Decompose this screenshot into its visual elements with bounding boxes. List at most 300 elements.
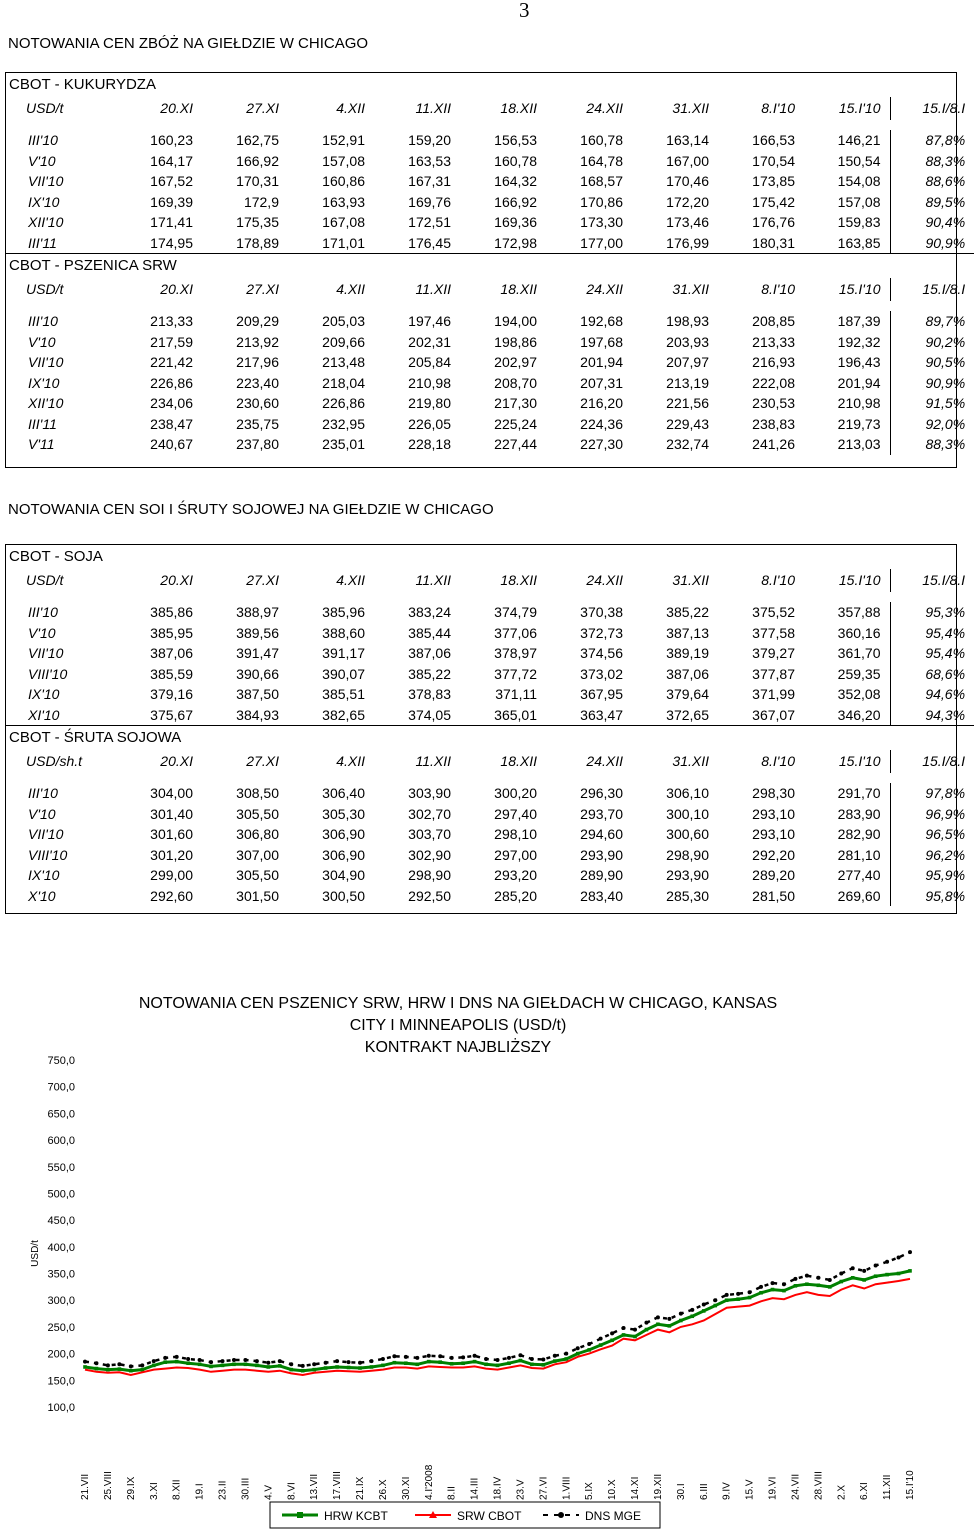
series-point (255, 1364, 259, 1368)
column-header: 24.XII (586, 100, 623, 116)
table-row (6, 151, 974, 172)
series-point (163, 1356, 167, 1360)
y-tick-label: 150,0 (47, 1375, 75, 1388)
price-cell: 281,50 (752, 887, 795, 904)
series-point (759, 1285, 763, 1289)
price-cell: 159,83 (837, 214, 881, 230)
series-point (370, 1365, 374, 1369)
series-point (782, 1282, 786, 1286)
price-cell: 283,90 (837, 805, 881, 822)
series-point (839, 1280, 843, 1284)
series-point (736, 1292, 740, 1296)
price-cell: 375,52 (752, 604, 795, 620)
ratio-cell: 96,5% (890, 824, 974, 845)
y-tick-label: 400,0 (47, 1241, 75, 1254)
y-tick-label: 700,0 (47, 1081, 75, 1094)
price-cell: 221,56 (666, 395, 709, 411)
price-cell: 385,59 (150, 665, 193, 682)
price-cell: 387,06 (150, 645, 193, 661)
price-cell: 203,93 (666, 333, 709, 350)
price-cell: 222,08 (752, 374, 795, 391)
price-cell: 302,70 (408, 805, 451, 822)
x-tick-label: 10.X (607, 1479, 619, 1500)
series-point (541, 1357, 545, 1361)
series-point (484, 1357, 488, 1361)
price-cell: 371,11 (495, 686, 537, 702)
x-tick-label: 15.I'10 (905, 1470, 916, 1500)
series-point (301, 1364, 305, 1368)
price-cell: 388,60 (322, 624, 365, 641)
series-point (828, 1278, 832, 1282)
price-cell: 293,10 (752, 826, 795, 842)
price-cell: 390,66 (236, 665, 279, 682)
series-point (198, 1358, 202, 1362)
x-tick-label: 11.XII (882, 1474, 894, 1500)
price-cell: 303,70 (408, 826, 451, 842)
price-cell: 230,53 (752, 395, 795, 411)
price-cell: 213,92 (236, 333, 279, 350)
table-row (6, 664, 974, 685)
price-cell: 377,72 (494, 665, 537, 682)
price-cell: 296,30 (580, 785, 623, 801)
price-cell: 291,70 (837, 785, 881, 801)
column-header: 27.XI (246, 100, 279, 116)
series-point (255, 1359, 259, 1363)
contract-label: III'10 (28, 132, 58, 148)
series-point (771, 1288, 775, 1292)
column-header: 20.XI (160, 572, 193, 588)
price-cell: 387,13 (666, 624, 709, 641)
price-cell: 213,33 (752, 333, 795, 350)
price-cell: 218,04 (322, 374, 365, 391)
series-point (152, 1359, 156, 1363)
series-point (897, 1272, 901, 1276)
price-cell: 172,51 (408, 214, 451, 230)
price-cell: 209,29 (236, 313, 279, 329)
price-cell: 300,20 (494, 785, 537, 801)
series-line (85, 1252, 910, 1366)
price-cell: 166,92 (494, 193, 537, 210)
table-row (6, 212, 974, 233)
x-tick-label: 19.I (194, 1483, 206, 1500)
column-header: 15.I/8.I (890, 569, 974, 592)
price-cell: 163,14 (666, 132, 709, 148)
price-cell: 170,86 (580, 193, 623, 210)
ratio-cell: 88,6% (890, 171, 974, 192)
price-cell: 298,90 (408, 867, 451, 883)
x-tick-label: 30.XI (400, 1476, 412, 1500)
price-cell: 385,95 (150, 624, 193, 641)
price-cell: 374,56 (580, 645, 623, 661)
series-point (392, 1354, 396, 1358)
price-cell: 160,23 (150, 132, 193, 148)
grains-price-table (5, 72, 966, 468)
series-point (324, 1361, 328, 1365)
x-tick-label: 4.I'2008 (423, 1464, 435, 1500)
price-cell: 208,85 (752, 313, 795, 329)
price-cell: 230,60 (236, 395, 279, 411)
table-row (6, 311, 974, 332)
chart-title-line: KONTRAKT NAJBLIŻSZY (364, 1039, 552, 1056)
series-point (679, 1312, 683, 1316)
series-point (484, 1362, 488, 1366)
contract-label: III'11 (28, 415, 57, 432)
price-cell: 294,60 (580, 826, 623, 842)
price-cell: 379,27 (752, 645, 795, 661)
price-cell: 175,35 (236, 214, 279, 230)
series-point (152, 1364, 156, 1368)
ratio-cell: 87,8% (890, 130, 974, 151)
price-cell: 170,31 (236, 173, 279, 189)
table-row (6, 352, 974, 373)
price-cell: 293,90 (666, 867, 709, 883)
price-cell: 367,07 (752, 706, 795, 723)
price-cell: 207,97 (666, 354, 709, 370)
series-point (438, 1354, 442, 1358)
price-cell: 372,73 (580, 624, 623, 641)
column-header: 11.XII (415, 100, 451, 116)
table-row (6, 845, 974, 866)
price-cell: 385,22 (666, 604, 709, 620)
price-cell: 378,97 (494, 645, 537, 661)
price-cell: 213,03 (837, 436, 881, 452)
chart-title-line: NOTOWANIA CEN PSZENICY SRW, HRW I DNS NA GIEŁDACH W CHICAGO, KANSAS (138, 995, 778, 1012)
price-cell: 389,56 (236, 624, 279, 641)
series-point (564, 1357, 568, 1361)
price-cell: 197,68 (580, 333, 623, 350)
series-point (289, 1368, 293, 1372)
series-point (576, 1352, 580, 1356)
y-tick-label: 350,0 (47, 1268, 75, 1281)
table-header-row (6, 97, 974, 120)
price-cell: 269,60 (837, 887, 881, 904)
series-point (805, 1282, 809, 1286)
ratio-cell: 91,5% (890, 393, 974, 414)
ratio-cell: 88,3% (890, 434, 974, 455)
x-tick-label: 23.II (217, 1480, 229, 1500)
price-cell: 383,24 (408, 604, 451, 620)
table-header-row (6, 569, 974, 592)
series-point (908, 1250, 912, 1254)
price-cell: 298,90 (666, 846, 709, 863)
price-cell: 232,74 (666, 436, 709, 452)
series-point (186, 1357, 190, 1361)
column-header: 31.XII (672, 572, 709, 588)
price-cell: 167,52 (150, 173, 193, 189)
y-tick-label: 300,0 (47, 1295, 75, 1308)
contract-label: VII'10 (28, 354, 64, 370)
price-cell: 293,90 (580, 846, 623, 863)
price-cell: 173,30 (580, 214, 623, 230)
price-cell: 224,36 (580, 415, 623, 432)
series-point (335, 1365, 339, 1369)
series-line (85, 1271, 910, 1371)
series-point (221, 1359, 225, 1363)
price-cell: 213,48 (322, 354, 365, 370)
price-cell: 385,96 (322, 604, 365, 620)
series-point (633, 1335, 637, 1339)
series-point (897, 1256, 901, 1260)
price-cell: 346,20 (837, 706, 881, 723)
column-header: 15.I'10 (838, 100, 881, 116)
contract-label: III'10 (28, 604, 58, 620)
y-tick-label: 650,0 (47, 1108, 75, 1121)
section-heading-grains: NOTOWANIA CEN ZBÓŻ NA GIEŁDZIE W CHICAGO (8, 35, 369, 52)
contract-label: III'10 (28, 313, 58, 329)
price-cell: 163,85 (837, 234, 881, 251)
series-point (175, 1360, 179, 1364)
price-cell: 379,16 (150, 686, 193, 702)
price-cell: 387,06 (666, 665, 709, 682)
price-cell: 228,18 (408, 436, 451, 452)
series-point (713, 1298, 717, 1302)
series-point (335, 1359, 339, 1363)
price-cell: 385,51 (322, 686, 365, 702)
price-cell: 241,26 (752, 436, 795, 452)
price-cell: 385,22 (408, 665, 451, 682)
price-cell: 169,36 (494, 214, 537, 230)
y-tick-label: 200,0 (47, 1348, 75, 1361)
price-cell: 217,30 (494, 395, 537, 411)
price-cell: 163,93 (322, 193, 365, 210)
price-cell: 235,01 (322, 436, 365, 452)
price-cell: 385,86 (150, 604, 193, 620)
series-point (656, 1322, 660, 1326)
series-point (530, 1362, 534, 1366)
series-point (667, 1317, 671, 1321)
price-cell: 382,65 (322, 706, 365, 723)
contract-label: V'11 (28, 436, 55, 452)
price-cell: 217,96 (236, 354, 279, 370)
chart-title-line: CITY I MINNEAPOLIS (USD/t) (349, 1017, 567, 1034)
column-header: 15.I'10 (838, 572, 881, 588)
price-cell: 363,47 (580, 706, 623, 723)
series-point (312, 1368, 316, 1372)
series-point (679, 1319, 683, 1323)
series-point (748, 1296, 752, 1300)
x-tick-label: 18.IV (492, 1476, 504, 1500)
price-cell: 172,20 (666, 193, 709, 210)
series-point (129, 1369, 133, 1373)
contract-label: VII'10 (28, 826, 64, 842)
price-cell: 371,99 (752, 686, 795, 702)
price-cell: 169,39 (150, 193, 193, 210)
series-point (415, 1356, 419, 1360)
price-cell: 377,87 (752, 665, 795, 682)
column-header: 15.I/8.I (890, 750, 974, 773)
price-cell: 365,01 (494, 706, 537, 723)
legend-marker (558, 1512, 564, 1518)
price-cell: 152,91 (322, 132, 365, 148)
series-point (518, 1353, 522, 1357)
chart-legend (270, 1502, 660, 1528)
price-cell: 223,40 (236, 374, 279, 391)
series-point (415, 1362, 419, 1366)
series-point (461, 1361, 465, 1365)
soy-price-table (5, 544, 966, 914)
column-header: 20.XI (160, 753, 193, 769)
price-cell: 232,95 (322, 415, 365, 432)
series-point (198, 1362, 202, 1366)
price-cell: 240,67 (150, 436, 193, 452)
series-point (267, 1365, 271, 1369)
series-point (851, 1276, 855, 1280)
ratio-cell: 97,8% (890, 783, 974, 804)
series-point (473, 1354, 477, 1358)
table-row (6, 623, 974, 644)
price-cell: 172,9 (243, 193, 279, 210)
price-cell: 226,86 (322, 395, 365, 411)
price-cell: 169,76 (408, 193, 451, 210)
series-point (312, 1362, 316, 1366)
price-cell: 167,08 (322, 214, 365, 230)
price-cell: 234,06 (150, 395, 193, 411)
column-header: 8.I'10 (761, 753, 795, 769)
series-point (129, 1364, 133, 1368)
unit-header: USD/t (26, 100, 64, 116)
series-point (232, 1358, 236, 1362)
series-point (553, 1354, 557, 1358)
price-cell: 378,83 (408, 686, 451, 702)
price-cell: 301,20 (150, 846, 193, 863)
contract-label: VII'10 (28, 645, 64, 661)
price-cell: 213,19 (666, 374, 709, 391)
price-cell: 175,42 (752, 193, 795, 210)
price-cell: 282,90 (837, 826, 881, 842)
series-point (690, 1308, 694, 1312)
series-point (358, 1366, 362, 1370)
series-point (748, 1290, 752, 1294)
price-cell: 201,94 (580, 354, 623, 370)
price-cell: 374,79 (494, 604, 537, 620)
column-header: 4.XII (336, 100, 365, 116)
price-cell: 360,16 (837, 624, 881, 641)
series-point (381, 1357, 385, 1361)
price-cell: 352,08 (837, 686, 881, 702)
series-point (530, 1357, 534, 1361)
price-cell: 157,08 (837, 193, 881, 210)
series-point (301, 1369, 305, 1373)
series-point (404, 1355, 408, 1359)
table-row (6, 233, 974, 254)
price-cell: 367,95 (580, 686, 623, 702)
price-cell: 192,32 (837, 333, 881, 350)
x-tick-label: 14.III (469, 1477, 481, 1500)
price-cell: 167,00 (666, 152, 709, 169)
table-header-row (6, 278, 974, 301)
series-point (94, 1361, 98, 1365)
price-cell: 180,31 (752, 234, 795, 251)
price-cell: 259,35 (837, 665, 881, 682)
column-header: 27.XI (246, 572, 279, 588)
y-axis-label: USD/t (30, 1240, 41, 1267)
price-cell: 374,05 (408, 706, 451, 723)
price-cell: 202,97 (494, 354, 537, 370)
x-tick-label: 28.VIII (813, 1471, 825, 1500)
column-header: 11.XII (415, 281, 451, 297)
price-cell: 192,68 (580, 313, 623, 329)
column-header: 18.XII (500, 281, 537, 297)
section-heading-soy: NOTOWANIA CEN SOI I ŚRUTY SOJOWEJ NA GIEŁDZIE W CHICAGO (8, 501, 494, 518)
table-header-row (6, 750, 974, 773)
series-point (587, 1348, 591, 1352)
price-cell: 210,98 (408, 374, 451, 391)
series-point (243, 1358, 247, 1362)
ratio-cell: 94,6% (890, 684, 974, 705)
series-point (828, 1285, 832, 1289)
ratio-cell: 68,6% (890, 664, 974, 685)
column-header: 20.XI (160, 281, 193, 297)
series-point (908, 1269, 912, 1273)
y-tick-label: 250,0 (47, 1321, 75, 1334)
price-cell: 377,06 (494, 624, 537, 641)
series-point (163, 1360, 167, 1364)
column-header: 24.XII (586, 281, 623, 297)
series-point (576, 1346, 580, 1350)
series-point (117, 1362, 121, 1366)
contract-label: V'10 (28, 333, 56, 350)
x-tick-label: 25.VIII (102, 1471, 114, 1500)
price-cell: 285,20 (494, 887, 537, 904)
table-row (6, 434, 974, 455)
price-cell: 301,50 (236, 887, 279, 904)
price-cell: 216,93 (752, 354, 795, 370)
column-header: 20.XI (160, 100, 193, 116)
price-cell: 391,17 (322, 645, 365, 661)
series-point (839, 1272, 843, 1276)
series-point (95, 1367, 99, 1371)
price-cell: 292,60 (150, 887, 193, 904)
series-point (771, 1281, 775, 1285)
ratio-cell: 90,9% (890, 373, 974, 394)
price-cell: 304,00 (150, 785, 193, 801)
series-point (816, 1276, 820, 1280)
legend-label: DNS MGE (585, 1509, 642, 1523)
contract-label: XI'10 (28, 706, 60, 723)
table-row (6, 705, 974, 726)
ratio-cell: 95,4% (890, 623, 974, 644)
column-header: 31.XII (672, 281, 709, 297)
price-cell: 196,43 (837, 354, 881, 370)
ratio-cell: 95,4% (890, 643, 974, 664)
y-tick-label: 600,0 (47, 1135, 75, 1148)
price-cell: 164,78 (580, 152, 623, 169)
price-cell: 297,00 (494, 846, 537, 863)
legend-label: HRW KCBT (324, 1509, 388, 1523)
price-cell: 277,40 (837, 867, 881, 883)
series-point (393, 1361, 397, 1365)
column-header: 31.XII (672, 753, 709, 769)
series-point (496, 1364, 500, 1368)
y-tick-label: 750,0 (47, 1055, 75, 1067)
series-point (644, 1321, 648, 1325)
series-point (736, 1297, 740, 1301)
x-tick-label: 8.VI (286, 1482, 298, 1500)
table-row (6, 373, 974, 394)
price-cell: 219,73 (837, 415, 881, 432)
price-cell: 390,07 (322, 665, 365, 682)
series-point (542, 1363, 546, 1367)
price-cell: 292,50 (408, 887, 451, 904)
price-cell: 194,00 (494, 313, 537, 329)
price-cell: 299,00 (150, 867, 193, 883)
series-point (874, 1274, 878, 1278)
series-point (507, 1361, 511, 1365)
price-cell: 178,89 (236, 234, 279, 251)
column-header: 18.XII (500, 753, 537, 769)
column-header: 24.XII (586, 753, 623, 769)
series-point (725, 1293, 729, 1297)
